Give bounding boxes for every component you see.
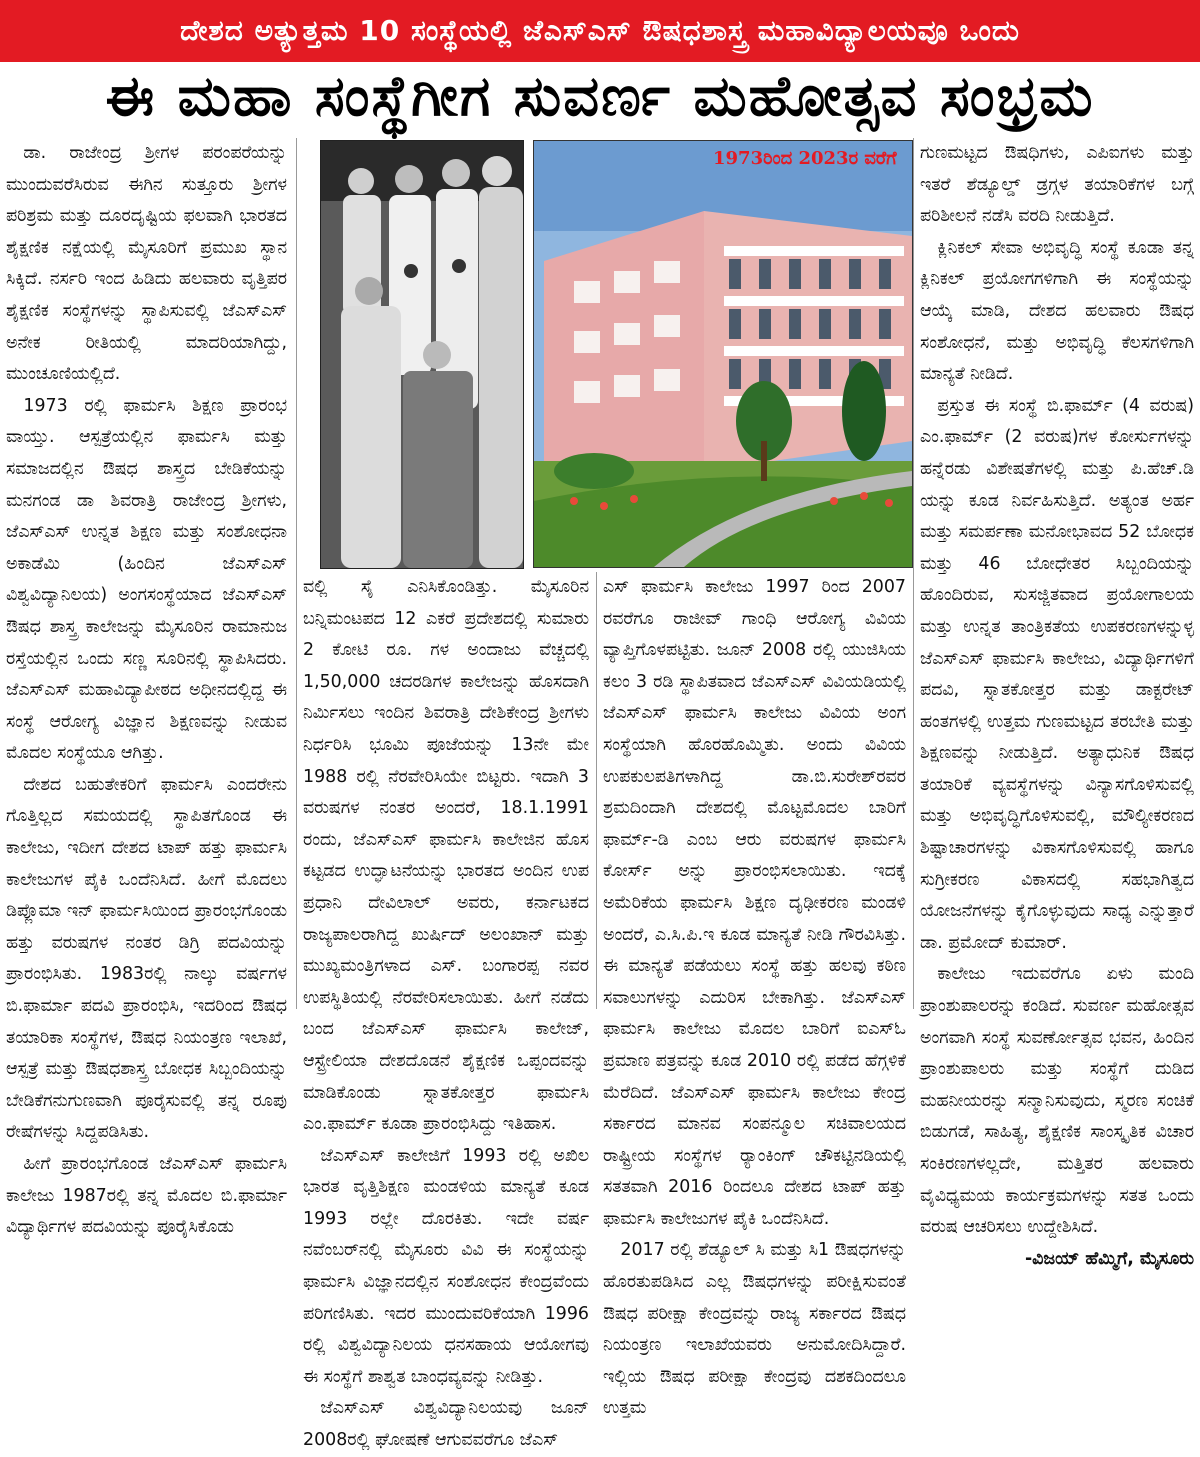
paragraph: 1973 ರಲ್ಲಿ ಫಾರ್ಮಸಿ ಶಿಕ್ಷಣ ಪ್ರಾರಂಭ ವಾಯ್ತು. ಆಸ್ಪತ್ರೆಯಲ್ಲಿನ ಫಾರ್ಮಸಿ ಮತ್ತು ಸಮಾಜದಲ್ಲಿನ ಔಷಧ ಶಾಸ್ತ್ರದ ಬೇಡಿಕೆಯನ್ನು ಮನಗಂಡ ಡಾ ಶಿವರಾತ್ರಿ ರಾಜೇಂದ್ರ ಶ್ರೀಗಳು, ಜೆಎಸ್‌ಎಸ್ ಉನ್ನತ ಶಿಕ್ಷಣ ಮತ್ತು ಸಂಶೋಧನಾ ಅಕಾಡೆಮಿ (ಹಿಂದಿನ ಜೆಎಸ್‌ಎಸ್ ವಿಶ್ವವಿದ್ಯಾನಿಲಯ) ಅಂಗಸಂಸ್ಥೆಯಾದ ಜೆಎಸ್‌ಎಸ್ ಔಷಧ ಶಾಸ್ತ್ರ ಕಾಲೇಜನ್ನು ಮೈಸೂರಿನ ರಾಮಾನುಜ ರಸ್ತೆಯಲ್ಲಿನ ಒಂದು ಸಣ್ಣ ಸೂರಿನಲ್ಲಿ ಸ್ಥಾಪಿಸಿದರು. ಜೆಎಸ್‌ಎಸ್ ಮಹಾವಿದ್ಯಾಪೀಠದ ಅಧೀನದಲ್ಲಿದ್ದ ಈ ಸಂಸ್ಥೆ ಆರೋಗ್ಯ ವಿಜ್ಞಾನ ಶಿಕ್ಷಣವನ್ನು ನೀಡುವ ಮೊದಲ ಸಂಸ್ಥೆಯೂ ಆಗಿತ್ತು. bbox=[6, 395, 287, 764]
photo-caption: 1973ರಿಂದ 2023ರ ವರೆಗೆ bbox=[713, 148, 897, 169]
paragraph: ಜೆಎಸ್‌ಎಸ್ ಕಾಲೇಜಿಗೆ 1993 ರಲ್ಲಿ ಅಖಿಲ ಭಾರತ ವೃತ್ತಿಶಿಕ್ಷಣ ಮಂಡಳಿಯ ಮಾನ್ಯತೆ ಕೂಡ 1993 ರಲ್ಲೇ ದೊರಕಿತು. ಇದೇ ವರ್ಷ ನವೆಂಬರ್‌ನಲ್ಲಿ ಮೈಸೂರು ವಿವಿ ಈ ಸಂಸ್ಥೆಯನ್ನು ಫಾರ್ಮಸಿ ವಿಜ್ಞಾನದಲ್ಲಿನ ಸಂಶೋಧನ ಕೇಂದ್ರವೆಂದು ಪರಿಗಣಿಸಿತು. ಇದರ ಮುಂದುವರಿಕೆಯಾಗಿ 1996 ರಲ್ಲಿ ವಿಶ್ವವಿದ್ಯಾನಿಲಯ ಧನಸಹಾಯ ಆಯೋಗವು ಈ ಸಂಸ್ಥೆಗೆ ಶಾಶ್ವತ ಬಾಂಧವ್ಯವನ್ನು ನೀಡಿತ್ತು. bbox=[303, 1145, 589, 1387]
article-column-2 bbox=[303, 572, 589, 1451]
paragraph: ಹೀಗೆ ಪ್ರಾರಂಭಗೊಂಡ ಜೆಎಸ್‌ಎಸ್ ಫಾರ್ಮಸಿ ಕಾಲೇಜು 1987ರಲ್ಲಿ ತನ್ನ ಮೊದಲ ಬಿ.ಫಾರ್ಮಾ ವಿದ್ಯಾರ್ಥಿಗಳ ಪದವಿಯನ್ನು ಪೂರೈಸಿಕೊಡು bbox=[6, 1154, 287, 1238]
paragraph: ಜೆಎಸ್‌ಎಸ್ ವಿಶ್ವವಿದ್ಯಾನಿಲಯವು ಜೂನ್ 2008ರಲ್ಲಿ ಘೋಷಣೆ ಆಗುವವರೆಗೂ ಜೆಎಸ್ bbox=[303, 1398, 589, 1451]
paragraph: ಕಾಲೇಜು ಇದುವರೆಗೂ ಏಳು ಮಂದಿ ಪ್ರಾಂಶುಪಾಲರನ್ನು ಕಂಡಿದೆ. ಸುವರ್ಣ ಮಹೋತ್ಸವ ಅಂಗವಾಗಿ ಸಂಸ್ಥೆ ಸುವರ್ಣೋತ್ಸವ ಭವನ, ಹಿಂದಿನ ಪ್ರಾಂಶುಪಾಲರು ಮತ್ತು ಸಂಸ್ಥೆಗೆ ದುಡಿದ ಮಹನೀಯರನ್ನು ಸನ್ಮಾನಿಸುವುದು, ಸ್ಮರಣ ಸಂಚಿಕೆ ಬಿಡುಗಡೆ, ಸಾಹಿತ್ಯ, ಶೈಕ್ಷಣಿಕ ಸಾಂಸ್ಕೃತಿಕ ವಿಚಾರ ಸಂಕಿರಣಗಳಲ್ಲದೇ, ಮತ್ತಿತರ ಹಲವಾರು ವೈವಿಧ್ಯಮಯ ಕಾರ್ಯಕ್ರಮಗಳನ್ನು ಸತತ ಒಂದು ವರುಷ ಆಚರಿಸಲು ಉದ್ದೇಶಿಸಿದೆ. bbox=[920, 964, 1194, 1238]
kicker-banner bbox=[0, 0, 1200, 62]
paragraph: ಗುಣಮಟ್ಟದ ಔಷಧಿಗಳು, ಎಪಿಐಗಳು ಮತ್ತು ಇತರೆ ಶೆಡ್ಯೂಲ್ಡ್ ಡ್ರಗ್ಗಳ ತಯಾರಿಕೆಗಳ ಬಗ್ಗೆ ಪರಿಶೀಲನೆ ನಡೆಸಿ ವರದಿ ನೀಡುತ್ತಿದೆ. bbox=[920, 143, 1194, 227]
headline-text: ಈ ಮಹಾ ಸಂಸ್ಥೆಗೀಗ ಸುವರ್ಣ ಮಹೋತ್ಸವ ಸಂಭ್ರಮ bbox=[105, 64, 1095, 129]
column-rule bbox=[296, 138, 297, 1009]
column-rule bbox=[913, 138, 914, 1009]
column-rule bbox=[596, 572, 597, 1009]
article-column-1 bbox=[6, 138, 287, 1238]
paragraph: ವಲ್ಲಿ ಸೈ ಎನಿಸಿಕೊಂಡಿತ್ತು. ಮೈಸೂರಿನ ಬನ್ನಿಮಂಟಪದ 12 ಎಕರೆ ಪ್ರದೇಶದಲ್ಲಿ ಸುಮಾರು 2 ಕೋಟಿ ರೂ. ಗಳ ಅಂದಾಜು ವೆಚ್ಚದಲ್ಲಿ 1,50,000 ಚದರಡಿಗಳ ಕಾಲೇಜನ್ನು ಹೊಸದಾಗಿ ನಿರ್ಮಿಸಲು ಇಂದಿನ ಶಿವರಾತ್ರಿ ದೇಶಿಕೇಂದ್ರ ಶ್ರೀಗಳು ನಿರ್ಧರಿಸಿ ಭೂಮಿ ಪೂಜೆಯನ್ನು 13ನೇ ಮೇ 1988 ರಲ್ಲಿ ನೆರವೇರಿಸಿಯೇ ಬಿಟ್ಟರು. ಇದಾಗಿ 3 ವರುಷಗಳ ನಂತರ ಅಂದರೆ, 18.1.1991 ರಂದು, ಜೆಎಸ್‌ಎಸ್ ಫಾರ್ಮಸಿ ಕಾಲೇಜಿನ ಹೊಸ ಕಟ್ಟಡದ ಉದ್ಘಾಟನೆಯನ್ನು ಭಾರತದ ಅಂದಿನ ಉಪ ಪ್ರಧಾನಿ ದೇವಿಲಾಲ್ ಅವರು, ಕರ್ನಾಟಕದ ರಾಜ್ಯಪಾಲರಾಗಿದ್ದ ಖುರ್ಷಿದ್ ಅಲಂಖಾನ್ ಮತ್ತು ಮುಖ್ಯಮಂತ್ರಿಗಳಾದ ಎಸ್. ಬಂಗಾರಪ್ಪ ನವರ ಉಪಸ್ಥಿತಿಯಲ್ಲಿ ನೆರವೇರಿಸಲಾಯಿತು. ಹೀಗೆ ನಡೆದು ಬಂದ ಜೆಎಸ್‌ಎಸ್ ಫಾರ್ಮಸಿ ಕಾಲೇಜ್, ಆಸ್ಟ್ರೇಲಿಯಾ ದೇಶದೊಡನೆ ಶೈಕ್ಷಣಿಕ ಒಪ್ಪಂದವನ್ನು ಮಾಡಿಕೊಂಡು ಸ್ನಾತಕೋತ್ತರ ಫಾರ್ಮಸಿ ಎಂ.ಫಾರ್ಮ್ ಕೂಡಾ ಪ್ರಾರಂಭಿಸಿದ್ದು ಇತಿಹಾಸ. bbox=[303, 577, 589, 1135]
college-building-photo bbox=[533, 140, 913, 568]
inauguration-photo bbox=[320, 140, 524, 569]
byline: -ವಿಜಯ್ ಹೆಮ್ಮಿಗೆ, ಮೈಸೂರು bbox=[1024, 1248, 1194, 1269]
article-column-3 bbox=[603, 572, 906, 1419]
headline bbox=[0, 64, 1200, 130]
paragraph: ದೇಶದ ಬಹುತೇಕರಿಗೆ ಫಾರ್ಮಸಿ ಎಂದರೇನು ಗೊತ್ತಿಲ್ಲದ ಸಮಯದಲ್ಲಿ ಸ್ಥಾಪಿತಗೊಂಡ ಈ ಕಾಲೇಜು, ಇದೀಗ ದೇಶದ ಟಾಪ್ ಹತ್ತು ಫಾರ್ಮಸಿ ಕಾಲೇಜುಗಳ ಪೈಕಿ ಒಂದೆನಿಸಿದೆ. ಹೀಗೆ ಮೊದಲು ಡಿಪ್ಲೊಮಾ ಇನ್ ಫಾರ್ಮಸಿಯಿಂದ ಪ್ರಾರಂಭಗೊಂಡು ಹತ್ತು ವರುಷಗಳ ನಂತರ ಡಿಗ್ರಿ ಪದವಿಯನ್ನು ಪ್ರಾರಂಭಿಸಿತು. 1983ರಲ್ಲಿ ನಾಲ್ಕು ವರ್ಷಗಳ ಬಿ.ಫಾರ್ಮಾ ಪದವಿ ಪ್ರಾರಂಭಿಸಿ, ಇದರಿಂದ ಔಷಧ ತಯಾರಿಕಾ ಸಂಸ್ಥೆಗಳ, ಔಷಧ ನಿಯಂತ್ರಣ ಇಲಾಖೆ, ಆಸ್ಪತ್ರೆ ಮತ್ತು ಔಷಧಶಾಸ್ತ್ರ ಬೋಧಕ ಸಿಬ್ಬಂದಿಯನ್ನು ಬೇಡಿಕೆಗನುಗುಣವಾಗಿ ಪೂರೈಸುವಲ್ಲಿ ತನ್ನ ರೂಪು ರೇಷೆಗಳನ್ನು ಸಿದ್ದಪಡಿಸಿತು. bbox=[6, 774, 287, 1143]
article-column-4 bbox=[920, 138, 1194, 1269]
paragraph: 2017 ರಲ್ಲಿ ಶೆಡ್ಯೂಲ್ ಸಿ ಮತ್ತು ಸಿ1 ಔಷಧಗಳನ್ನು ಹೊರತುಪಡಿಸಿದ ಎಲ್ಲ ಔಷಧಗಳನ್ನು ಪರೀಕ್ಷಿಸುವಂತೆ ಔಷಧ ಪರೀಕ್ಷಾ ಕೇಂದ್ರವನ್ನು ರಾಜ್ಯ ಸರ್ಕಾರದ ಔಷಧ ನಿಯಂತ್ರಣ ಇಲಾಖೆಯವರು ಅನುಮೋದಿಸಿದ್ದಾರೆ. ಇಲ್ಲಿಯ ಔಷಧ ಪರೀಕ್ಷಾ ಕೇಂದ್ರವು ದಶಕದಿಂದಲೂ ಉತ್ತಮ bbox=[603, 1240, 906, 1419]
kicker-text: ದೇಶದ ಅತ್ಯುತ್ತಮ 10 ಸಂಸ್ಥೆಯಲ್ಲಿ ಜೆಎಸ್‌ಎಸ್ ಔಷಧಶಾಸ್ತ್ರ ಮಹಾವಿದ್ಯಾಲಯವೂ ಒಂದು bbox=[180, 14, 1020, 47]
paragraph: ಪ್ರಸ್ತುತ ಈ ಸಂಸ್ಥೆ ಬಿ.ಫಾರ್ಮ್ (4 ವರುಷ) ಎಂ.ಫಾರ್ಮ್ (2 ವರುಷ)ಗಳ ಕೋರ್ಸುಗಳನ್ನು ಹನ್ನೆರಡು ವಿಶೇಷತೆಗಳಲ್ಲಿ ಮತ್ತು ಪಿ.ಹೆಚ್.ಡಿ ಯನ್ನು ಕೂಡ ನಿರ್ವಹಿಸುತ್ತಿದೆ. ಅತ್ಯಂತ ಅರ್ಹ ಮತ್ತು ಸಮರ್ಪಣಾ ಮನೋಭಾವದ 52 ಬೋಧಕ ಮತ್ತು 46 ಬೋಧೇತರ ಸಿಬ್ಬಂದಿಯನ್ನು ಹೊಂದಿರುವ, ಸುಸಜ್ಜಿತವಾದ ಪ್ರಯೋಗಾಲಯ ಮತ್ತು ಉನ್ನತ ತಾಂತ್ರಿಕತೆಯ ಉಪಕರಣಗಳನ್ನುಳ್ಳ ಜೆಎಸ್‌ಎಸ್ ಫಾರ್ಮಸಿ ಕಾಲೇಜು, ವಿದ್ಯಾರ್ಥಿಗಳಿಗೆ ಪದವಿ, ಸ್ನಾತಕೋತ್ತರ ಮತ್ತು ಡಾಕ್ಟರೇಟ್ ಹಂತಗಳಲ್ಲಿ ಉತ್ತಮ ಗುಣಮಟ್ಟದ ತರಬೇತಿ ಮತ್ತು ಶಿಕ್ಷಣವನ್ನು ನೀಡುತ್ತಿದೆ. ಅತ್ಯಾಧುನಿಕ ಔಷಧ ತಯಾರಿಕೆ ವ್ಯವಸ್ಥೆಗಳನ್ನು ವಿನ್ಯಾಸಗೊಳಿಸುವಲ್ಲಿ ಮತ್ತು ಅಭಿವೃದ್ಧಿಗೊಳಿಸುವಲ್ಲಿ, ಮೌಲ್ಯೀಕರಣದ ಶಿಷ್ಟಾಚಾರಗಳನ್ನು ವಿಕಾಸಗೊಳಿಸುವಲ್ಲಿ ಹಾಗೂ ಸುಗ್ರೀಕರಣ ವಿಕಾಸದಲ್ಲಿ ಸಹಭಾಗಿತ್ವದ ಯೋಜನೆಗಳನ್ನು ಕೈಗೊಳ್ಳುವುದು ಸಾಧ್ಯ ಎನ್ನುತ್ತಾರೆ ಡಾ. ಪ್ರಮೋದ್ ಕುಮಾರ್. bbox=[920, 395, 1194, 953]
paragraph: ಎಸ್ ಫಾರ್ಮಸಿ ಕಾಲೇಜು 1997 ರಿಂದ 2007 ರವರೆಗೂ ರಾಜೀವ್ ಗಾಂಧಿ ಆರೋಗ್ಯ ವಿವಿಯ ವ್ಯಾಪ್ತಿಗೊಳಪಟ್ಟಿತು. ಜೂನ್ 2008 ರಲ್ಲಿ ಯುಜಿಸಿಯ ಕಲಂ 3 ರಡಿ ಸ್ಥಾಪಿತವಾದ ಜೆಎಸ್‌ಎಸ್ ವಿವಿಯಡಿಯಲ್ಲಿ ಜೆಎಸ್‌ಎಸ್ ಫಾರ್ಮಸಿ ಕಾಲೇಜು ವಿವಿಯ ಅಂಗ ಸಂಸ್ಥೆಯಾಗಿ ಹೊರಹೊಮ್ಮಿತು. ಅಂದು ವಿವಿಯ ಉಪಕುಲಪತಿಗಳಾಗಿದ್ದ ಡಾ.ಬಿ.ಸುರೇಶ್‌ರವರ ಶ್ರಮದಿಂದಾಗಿ ದೇಶದಲ್ಲಿ ಮೊಟ್ಟಮೊದಲ ಬಾರಿಗೆ ಫಾರ್ಮ್-ಡಿ ಎಂಬ ಆರು ವರುಷಗಳ ಫಾರ್ಮಸಿ ಕೋರ್ಸ್ ಅನ್ನು ಪ್ರಾರಂಭಿಸಲಾಯಿತು. ಇದಕ್ಕೆ ಅಮೆರಿಕೆಯ ಫಾರ್ಮಸಿ ಶಿಕ್ಷಣ ದೃಢೀಕರಣ ಮಂಡಳಿ ಅಂದರೆ, ಎ.ಸಿ.ಪಿ.ಇ ಕೂಡ ಮಾನ್ಯತೆ ನೀಡಿ ಗೌರವಿಸಿತ್ತು. ಈ ಮಾನ್ಯತೆ ಪಡೆಯಲು ಸಂಸ್ಥೆ ಹತ್ತು ಹಲವು ಕಠಿಣ ಸವಾಲುಗಳನ್ನು ಎದುರಿಸ ಬೇಕಾಗಿತ್ತು. ಜೆಎಸ್‌ಎಸ್ ಫಾರ್ಮಸಿ ಕಾಲೇಜು ಮೊದಲ ಬಾರಿಗೆ ಐಎಸ್‌ಓ ಪ್ರಮಾಣ ಪತ್ರವನ್ನು ಕೂಡ 2010 ರಲ್ಲಿ ಪಡೆದ ಹೆಗ್ಗಳಿಕೆ ಮೆರೆದಿದೆ. ಜೆಎಸ್‌ಎಸ್ ಫಾರ್ಮಸಿ ಕಾಲೇಜು ಕೇಂದ್ರ ಸರ್ಕಾರದ ಮಾನವ ಸಂಪನ್ಮೂಲ ಸಚಿವಾಲಯದ ರಾಷ್ಟ್ರೀಯ ಸಂಸ್ಥೆಗಳ ರ‍್ಯಾಂಕಿಂಗ್ ಚೌಕಟ್ಟಿನಡಿಯಲ್ಲಿ ಸತತವಾಗಿ 2016 ರಿಂದಲೂ ದೇಶದ ಟಾಪ್ ಹತ್ತು ಫಾರ್ಮಸಿ ಕಾಲೇಜುಗಳ ಪೈಕಿ ಒಂದೆನಿಸಿದೆ. bbox=[603, 577, 906, 1229]
paragraph: ಡಾ. ರಾಜೇಂದ್ರ ಶ್ರೀಗಳ ಪರಂಪರೆಯನ್ನು ಮುಂದುವರೆಸಿರುವ ಈಗಿನ ಸುತ್ತೂರು ಶ್ರೀಗಳ ಪರಿಶ್ರಮ ಮತ್ತು ದೂರದೃಷ್ಟಿಯ ಫಲವಾಗಿ ಭಾರತದ ಶೈಕ್ಷಣಿಕ ನಕ್ಷೆಯಲ್ಲಿ ಮೈಸೂರಿಗೆ ಪ್ರಮುಖ ಸ್ಥಾನ ಸಿಕ್ಕಿದೆ. ನರ್ಸರಿ ಇಂದ ಹಿಡಿದು ಹಲವಾರು ವೃತ್ತಿಪರ ಶೈಕ್ಷಣಿಕ ಸಂಸ್ಥೆಗಳನ್ನು ಸ್ಥಾಪಿಸುವಲ್ಲಿ ಜೆಎಸ್‌ಎಸ್ ಅನೇಕ ರೀತಿಯಲ್ಲಿ ಮಾದರಿಯಾಗಿದ್ದು, ಮುಂಚೂಣಿಯಲ್ಲಿದೆ. bbox=[6, 143, 287, 385]
paragraph: ಕ್ಲಿನಿಕಲ್ ಸೇವಾ ಅಭಿವೃದ್ಧಿ ಸಂಸ್ಥೆ ಕೂಡಾ ತನ್ನ ಕ್ಲಿನಿಕಲ್ ಪ್ರಯೋಗಗಳಿಗಾಗಿ ಈ ಸಂಸ್ಥೆಯನ್ನು ಆಯ್ಕೆ ಮಾಡಿ, ದೇಶದ ಹಲವಾರು ಔಷಧ ಸಂಶೋಧನೆ, ಮತ್ತು ಅಭಿವೃದ್ಧಿ ಕೆಲಸಗಳಿಗಾಗಿ ಮಾನ್ಯತೆ ನೀಡಿದೆ. bbox=[920, 237, 1194, 385]
